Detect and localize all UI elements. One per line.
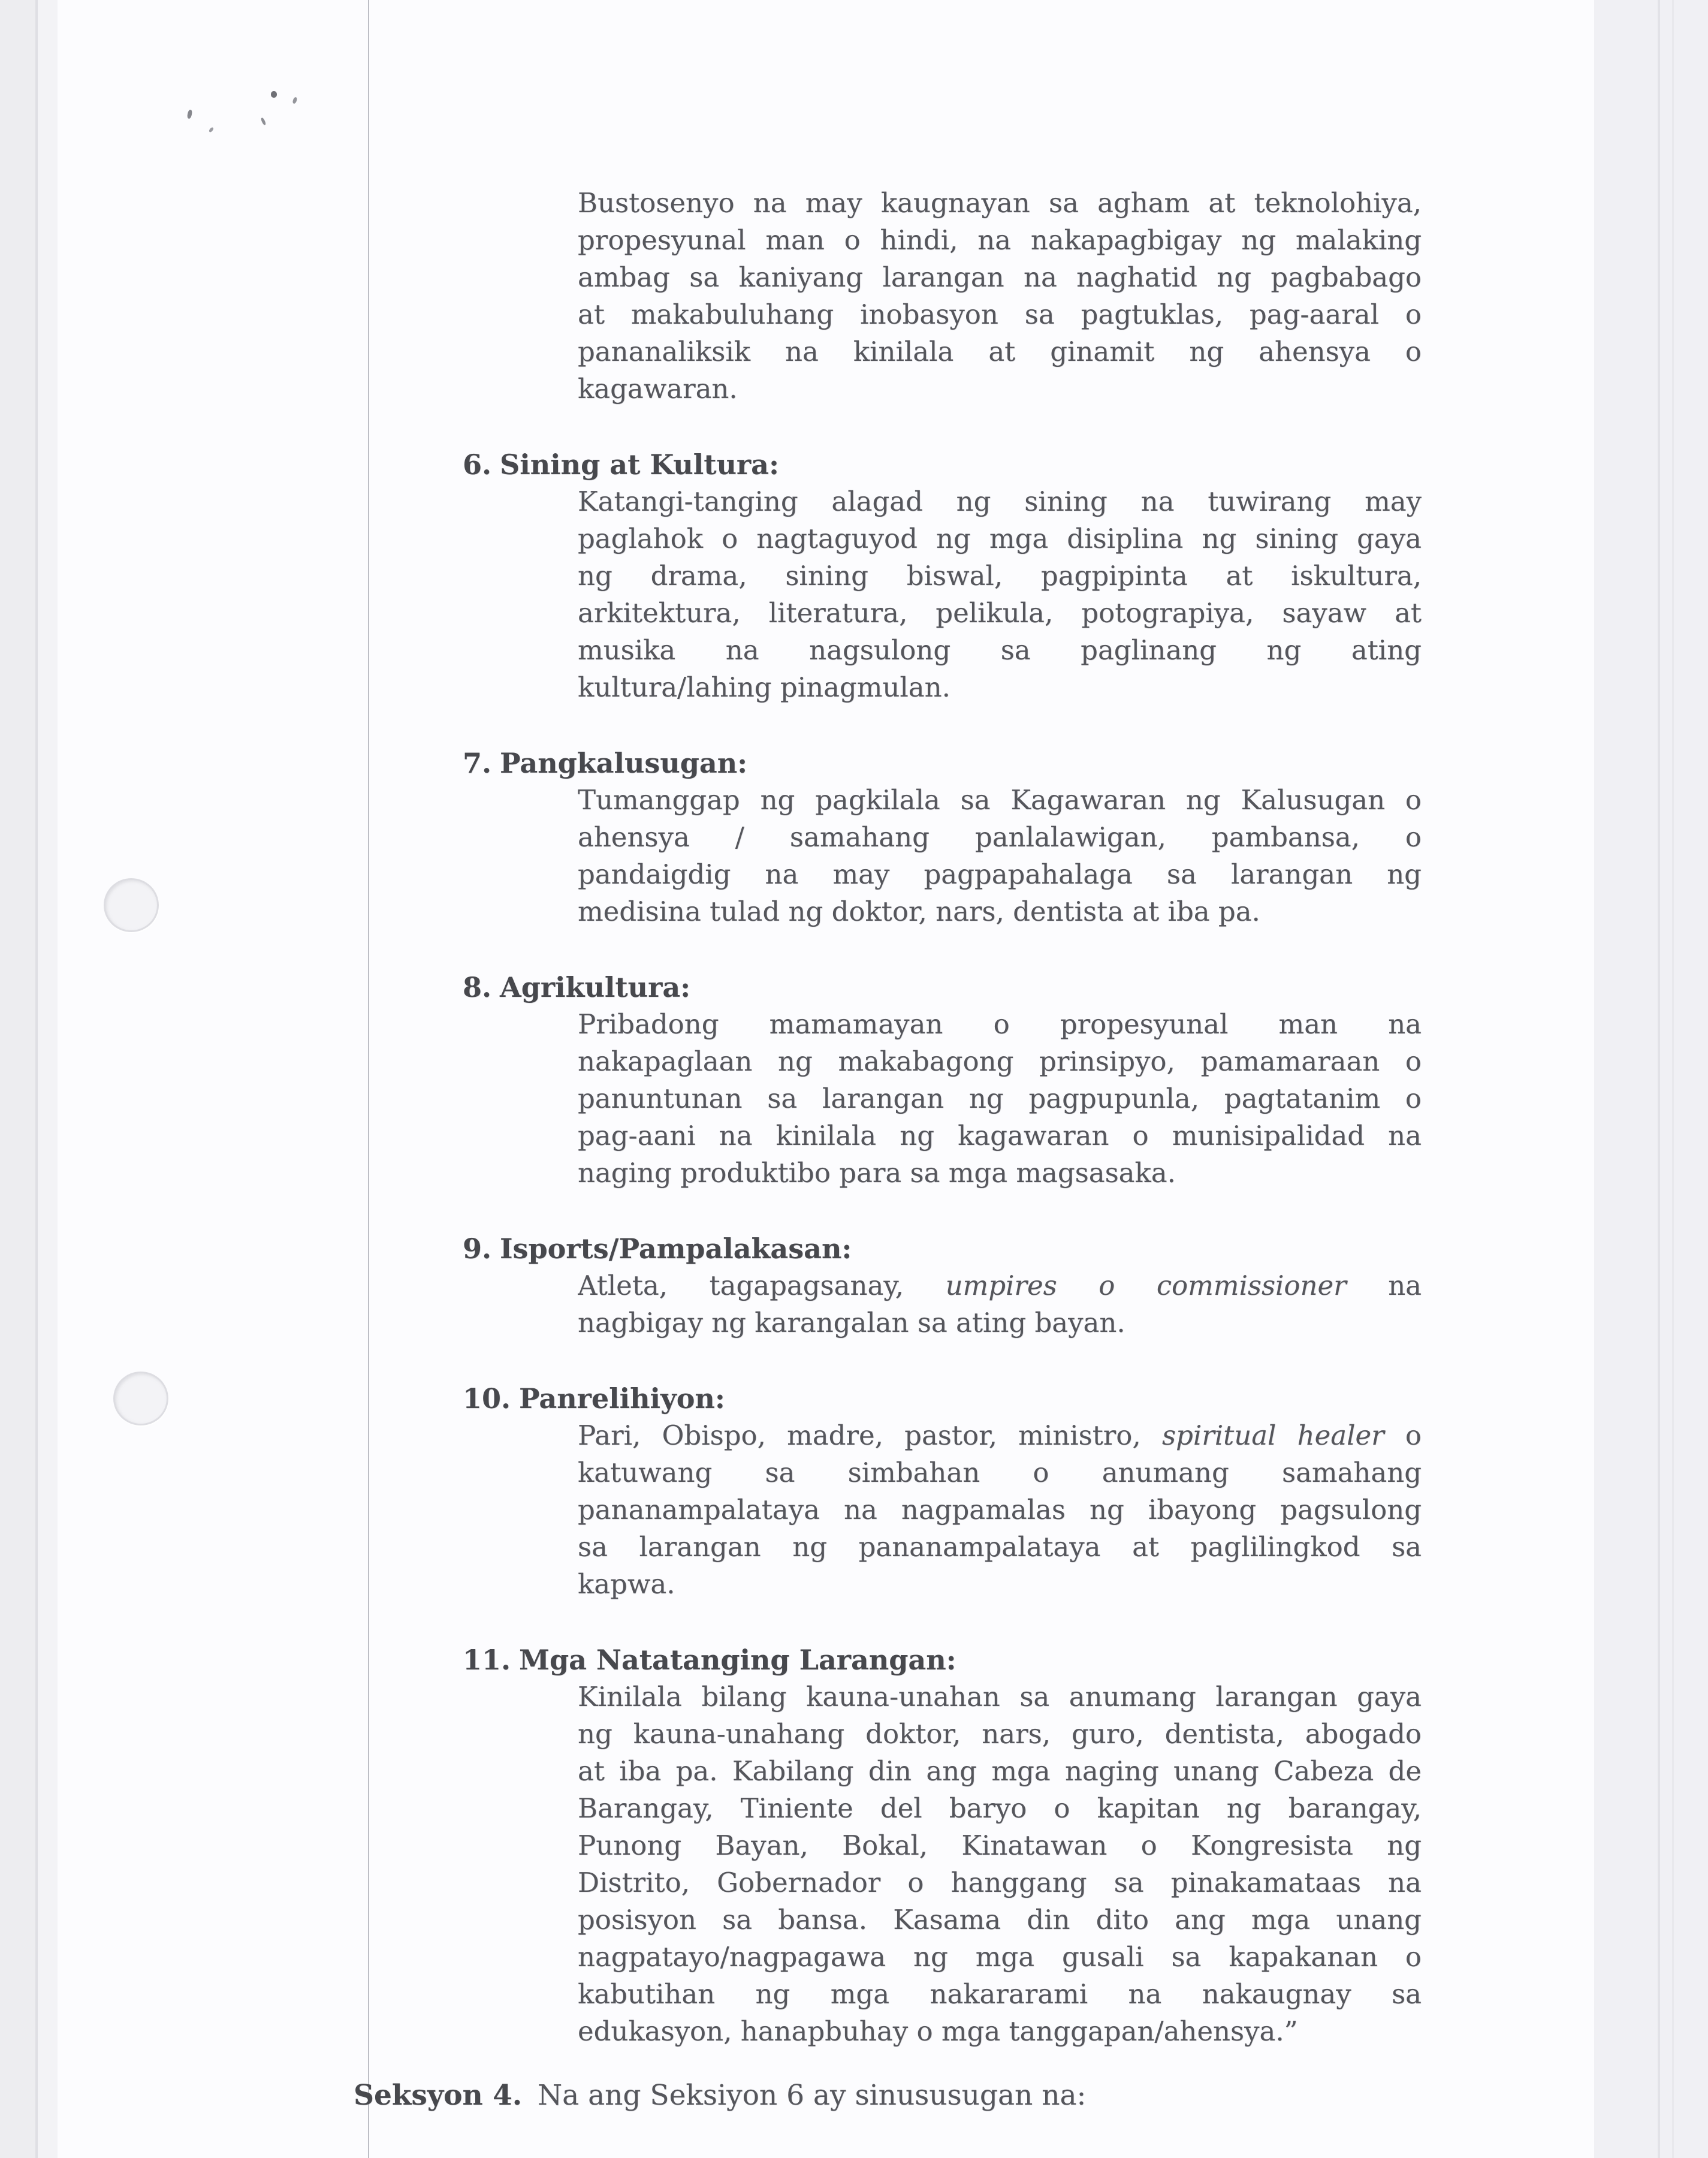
pencil-mark bbox=[187, 109, 193, 119]
text-line: ahensya / samahang panlalawigan, pambansa, o bbox=[578, 821, 1422, 853]
text-line: pananampalataya na nagpamalas ng ibayong pagsulong bbox=[578, 1494, 1422, 1526]
section-heading bbox=[463, 446, 1708, 483]
section-title: Agrikultura: bbox=[500, 971, 691, 1003]
text-line: nagbigay ng karangalan sa ating bayan. bbox=[578, 1307, 1125, 1339]
pencil-mark bbox=[271, 91, 277, 98]
text-line: ng drama, sining biswal, pagpipinta at iskultura, bbox=[578, 560, 1422, 592]
section-title: Sining at Kultura: bbox=[500, 448, 779, 481]
text-segment: Pari, Obispo, madre, pastor, ministro, bbox=[578, 1419, 1162, 1451]
section-paragraph bbox=[578, 483, 1422, 706]
text-line: katuwang sa simbahan o anumang samahang bbox=[578, 1457, 1422, 1488]
section-title: Pangkalusugan: bbox=[500, 747, 748, 779]
section-item bbox=[0, 969, 1708, 1192]
text-segment: Atleta, tagapagsanay, bbox=[578, 1270, 946, 1301]
document-content bbox=[0, 185, 1708, 2115]
closing-line-label: Seksyon 4. bbox=[354, 2079, 523, 2112]
text-line: musika na nagsulong sa paglinang ng ating bbox=[578, 634, 1422, 666]
sections-list bbox=[0, 446, 1708, 2050]
text-line: ng kauna-unahang doktor, nars, guro, dentista, abogado bbox=[578, 1718, 1422, 1750]
text-segment: na bbox=[1346, 1270, 1422, 1301]
text-line: Katangi-tanging alagad ng sining na tuwirang may bbox=[578, 486, 1422, 517]
text-segment: o bbox=[1384, 1419, 1422, 1451]
section-heading bbox=[463, 1641, 1708, 1678]
section-paragraph bbox=[578, 782, 1422, 930]
text-line: posisyon sa bansa. Kasama din dito ang mga unang bbox=[578, 1904, 1422, 1936]
text-line: kapwa. bbox=[578, 1568, 675, 1600]
text-line: Tumanggap ng pagkilala sa Kagawaran ng Kalusugan o bbox=[578, 784, 1422, 816]
text-line: Distrito, Gobernador o hanggang sa pinakamataas na bbox=[578, 1867, 1422, 1898]
text-line: Barangay, Tiniente del baryo o kapitan ng barangay, bbox=[578, 1792, 1422, 1824]
text-line: kagawaran. bbox=[578, 373, 738, 405]
text-line: nakapaglaan ng makabagong prinsipyo, pamamaraan o bbox=[578, 1045, 1422, 1077]
text-line: at iba pa. Kabilang din ang mga naging unang Cabeza de bbox=[578, 1755, 1422, 1787]
section-item bbox=[0, 1230, 1708, 1342]
text-line: panuntunan sa larangan ng pagpupunla, pagtatanim o bbox=[578, 1083, 1422, 1114]
section-title: Panrelihiyon: bbox=[519, 1382, 725, 1415]
pencil-mark bbox=[209, 126, 215, 132]
text-line: Bustosenyo na may kaugnayan sa agham at teknolohiya, bbox=[578, 187, 1422, 219]
text-line: pananaliksik na kinilala at ginamit ng ahensya o bbox=[578, 336, 1422, 367]
section-number: 8. bbox=[463, 971, 492, 1003]
text-line: Pribadong mamamayan o propesyunal man na bbox=[578, 1008, 1422, 1040]
section-item bbox=[0, 446, 1708, 706]
text-line: pandaigdig na may pagpapahalaga sa larangan ng bbox=[578, 858, 1422, 890]
section-item bbox=[0, 745, 1708, 930]
section-paragraph bbox=[578, 1267, 1422, 1342]
text-line: kabutihan ng mga nakararami na nakaugnay sa bbox=[578, 1978, 1422, 2010]
text-line: paglahok o nagtaguyod ng mga disiplina ng sining gaya bbox=[578, 523, 1422, 554]
text-line: ambag sa kaniyang larangan na naghatid ng pagbabago bbox=[578, 261, 1422, 293]
italic-text-segment: spiritual healer bbox=[1161, 1419, 1384, 1451]
section-title: Mga Natatanging Larangan: bbox=[519, 1644, 956, 1676]
section-heading bbox=[463, 1380, 1708, 1417]
closing-line-text: Na ang Seksiyon 6 ay sinususugan na: bbox=[537, 2079, 1087, 2112]
closing-line bbox=[354, 2076, 1708, 2115]
section-number: 6. bbox=[463, 448, 492, 481]
section-paragraph bbox=[578, 1678, 1422, 2050]
section-heading bbox=[463, 1230, 1708, 1267]
text-line bbox=[578, 1417, 1422, 1454]
text-line: edukasyon, hanapbuhay o mga tanggapan/ahensya.” bbox=[578, 2015, 1298, 2047]
text-line: at makabuluhang inobasyon sa pagtuklas, pag-aaral o bbox=[578, 299, 1422, 330]
section-paragraph bbox=[578, 1006, 1422, 1192]
section-item bbox=[0, 1641, 1708, 2050]
text-line: pag-aani na kinilala ng kagawaran o munisipalidad na bbox=[578, 1120, 1422, 1152]
section-heading bbox=[463, 745, 1708, 782]
section-number: 10. bbox=[463, 1382, 511, 1415]
text-line: sa larangan ng pananampalataya at paglilingkod sa bbox=[578, 1531, 1422, 1563]
text-line: kultura/lahing pinagmulan. bbox=[578, 671, 950, 703]
section-heading bbox=[463, 969, 1708, 1006]
section-paragraph bbox=[578, 1417, 1422, 1603]
text-line: arkitektura, literatura, pelikula, potograpiya, sayaw at bbox=[578, 597, 1422, 629]
section-number: 7. bbox=[463, 747, 492, 779]
italic-text-segment: umpires o commissioner bbox=[945, 1270, 1347, 1301]
text-line: nagpatayo/nagpagawa ng mga gusali sa kapakanan o bbox=[578, 1941, 1422, 1973]
text-line: medisina tulad ng doktor, nars, dentista at iba pa. bbox=[578, 896, 1260, 927]
pencil-mark bbox=[292, 97, 297, 104]
text-line: propesyunal man o hindi, na nakapagbigay ng malaking bbox=[578, 224, 1422, 256]
pencil-mark bbox=[260, 117, 266, 126]
section-title: Isports/Pampalakasan: bbox=[500, 1232, 852, 1265]
text-line: Kinilala bilang kauna-unahan sa anumang larangan gaya bbox=[578, 1681, 1422, 1713]
text-line: Punong Bayan, Bokal, Kinatawan o Kongresista ng bbox=[578, 1830, 1422, 1861]
section-number: 9. bbox=[463, 1232, 492, 1265]
text-line bbox=[578, 1267, 1422, 1304]
text-line: naging produktibo para sa mga magsasaka. bbox=[578, 1157, 1176, 1189]
intro-paragraph bbox=[578, 185, 1422, 408]
section-item bbox=[0, 1380, 1708, 1603]
section-number: 11. bbox=[463, 1644, 511, 1676]
